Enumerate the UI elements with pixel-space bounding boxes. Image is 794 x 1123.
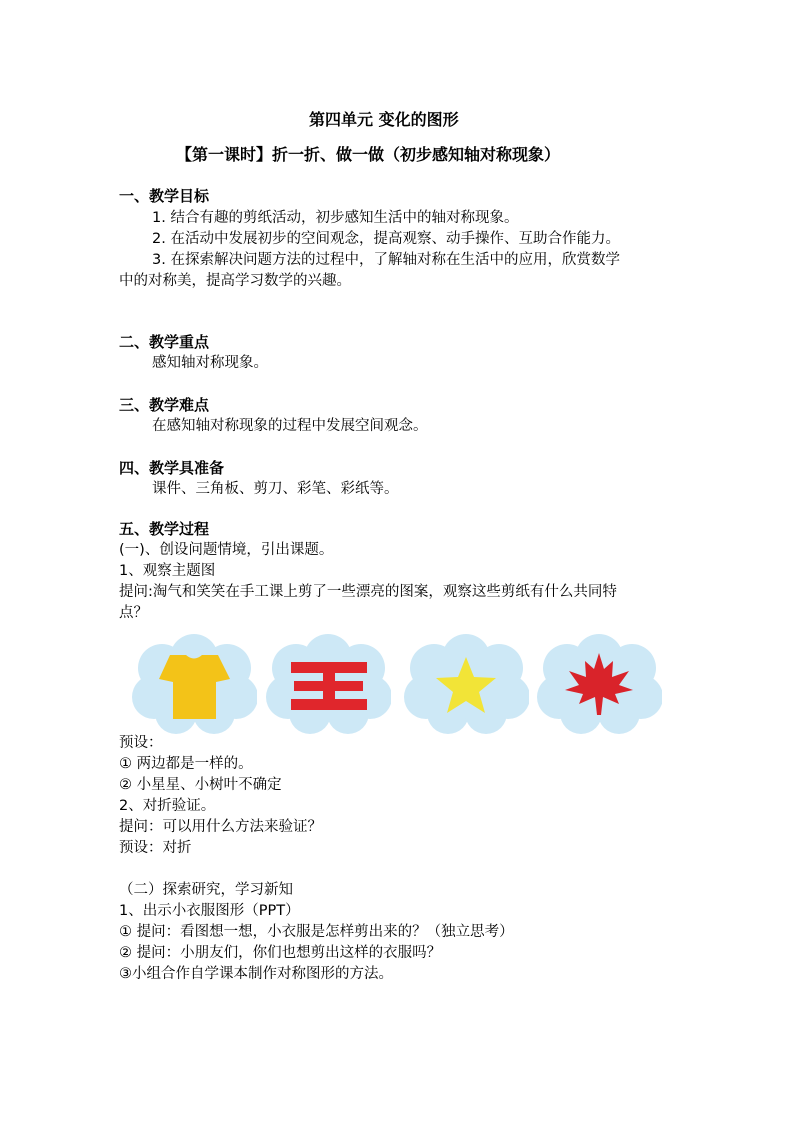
objective-3-line1: 3. 在探索解决问题方法的过程中，了解轴对称在生活中的应用，欣赏数学 xyxy=(152,252,620,268)
preset-3: 预设：对折 xyxy=(119,840,192,856)
section-heading-objectives: 一、教学目标 xyxy=(119,187,210,205)
process-part2: （二）探索研究，学习新知 xyxy=(119,882,293,898)
question-1-line2: 点？ xyxy=(119,605,148,621)
process-part1: (一)、创设问题情境，引出课题。 xyxy=(119,542,334,558)
objective-3-line2: 中的对称美，提高学习数学的兴趣。 xyxy=(119,273,351,289)
process-step2: 2、对折验证。 xyxy=(119,798,216,814)
objective-2: 2. 在活动中发展初步的空间观念，提高观察、动手操作、互助合作能力。 xyxy=(152,231,620,247)
section-heading-process: 五、教学过程 xyxy=(119,520,210,538)
preset-2: ② 小星星、小树叶不确定 xyxy=(119,777,282,793)
preset-1: ① 两边都是一样的。 xyxy=(119,756,253,772)
question-2: 提问：可以用什么方法来验证？ xyxy=(119,819,322,835)
section-heading-materials: 四、教学具准备 xyxy=(119,459,225,477)
paper-cut-wang-image xyxy=(266,633,391,735)
question-1-line1: 提问:淘气和笑笑在手工课上剪了一些漂亮的图案，观察这些剪纸有什么共同特 xyxy=(119,584,617,600)
page-title: 第四单元 变化的图形 xyxy=(309,110,459,129)
preset-label: 预设： xyxy=(119,735,163,751)
difficulty-body: 在感知轴对称现象的过程中发展空间观念。 xyxy=(152,418,428,434)
materials-body: 课件、三角板、剪刀、彩笔、彩纸等。 xyxy=(152,481,399,497)
wang-character-icon xyxy=(291,662,367,710)
section-heading-difficulty: 三、教学难点 xyxy=(119,396,210,414)
paper-cut-images xyxy=(132,633,662,735)
process-step1: 1、观察主题图 xyxy=(119,563,216,579)
lesson-subtitle: 【第一课时】折一折、做一做（初步感知轴对称现象） xyxy=(176,145,561,164)
paper-cut-star-image xyxy=(404,633,529,735)
paper-cut-leaf-image xyxy=(537,633,662,735)
key-point-body: 感知轴对称现象。 xyxy=(152,355,268,371)
objective-1: 1. 结合有趣的剪纸活动，初步感知生活中的轴对称现象。 xyxy=(152,210,519,226)
question-3: ① 提问：看图想一想，小衣服是怎样剪出来的？（独立思考） xyxy=(119,924,514,940)
question-5: ③小组合作自学课本制作对称图形的方法。 xyxy=(119,966,393,982)
paper-cut-shirt-image xyxy=(132,633,257,735)
process-step3: 1、出示小衣服图形（PPT） xyxy=(119,903,300,919)
question-4: ② 提问：小朋友们，你们也想剪出这样的衣服吗？ xyxy=(119,945,442,961)
section-heading-key-point: 二、教学重点 xyxy=(119,333,210,351)
